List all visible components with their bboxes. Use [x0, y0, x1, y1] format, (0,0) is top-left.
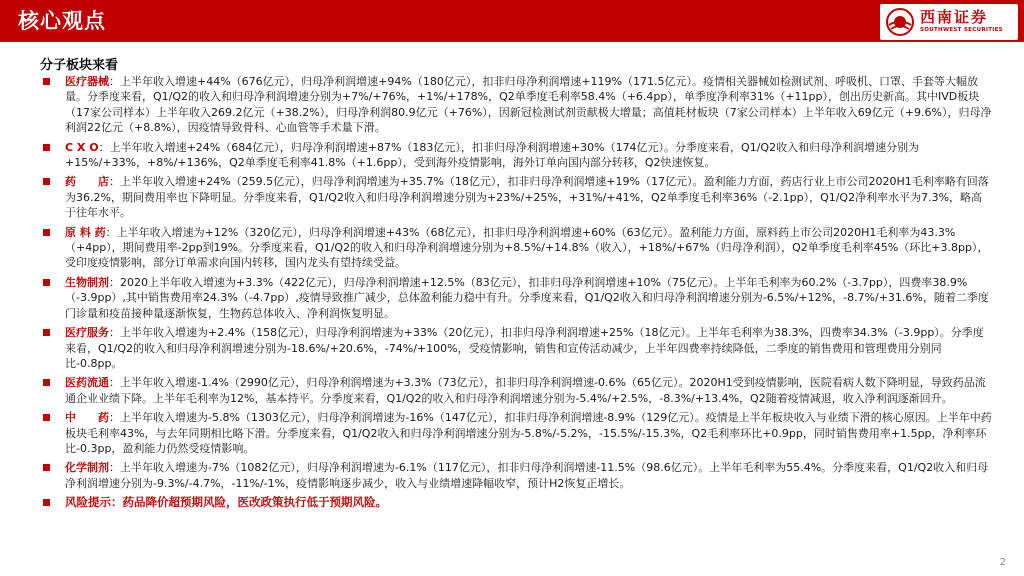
bullet-icon: [43, 414, 50, 421]
bullet-icon: [43, 178, 50, 185]
risk-warning: 风险提示：药品降价超预期风险，医改政策执行低于预期风险。: [65, 495, 387, 510]
list-item-pharmacy: [40, 174, 992, 220]
sector-label: 化学制剂: [65, 461, 109, 475]
logo-emblem-icon: [886, 8, 914, 36]
sector-text: ：上半年收入增速-1.4%（2990亿元），归母净利润增速为+3.3%（73亿元），扣非归母净利润增速-0.6%（65亿元）。2020H1受到疫情影响，医院看病人数下降明显，导致药品流通企业业绩下降。上半年毛利率为12%，基本持平。分季度来看，Q1/Q2的收入和归母净利润增速分别为-5.4%/+2.5%，-8.3%/+13.4%，Q2随着疫情减退，收入净利润逐渐回升。: [65, 376, 986, 405]
sector-text: ：上半年收入增速为+2.4%（158亿元），归母净利润增速为+33%（20亿元），扣非归母净利润增速+25%（18亿元）。上半年毛利率为38.3%，四费率34.3%（-3.9pp）。分季度来看，Q1/Q2的收入和归母净利润增速分别为-18.6%/+20.6%，-74%/+100%，受疫情影响，销售和宣传活动减少，上半年四费率持续降低，二季度的销售费用和管理费用分别同比-0.8pp。: [65, 326, 984, 370]
logo-chinese-text: 西南证券: [920, 8, 989, 26]
sector-label: 医疗器械: [65, 75, 109, 88]
list-item-medical-services: [40, 325, 992, 371]
page-number: 2: [999, 557, 1006, 568]
bullet-icon: [43, 499, 50, 506]
list-item-risk: [40, 495, 992, 510]
sector-label: 药 店: [65, 175, 109, 189]
sector-text: ：上半年收入增速为-5.8%（1303亿元），归母净利润增速为-16%（147亿元），扣非归母净利润增速-8.9%（129亿元）。疫情是上半年板块收入与业绩下滑的核心原因。上半年中药板块毛利率43%，与去年同期相比略下滑。分季度来看，Q1/Q2收入和归母净利润增速分别为-5.8%/-5.2%，-15.5%/-15.3%，Q2毛利率环比+0.9pp，同时销售费用率+1.5pp，净利率环比-0.3pp，盈利能力仍然受疫情影响。: [65, 411, 992, 455]
slide-title: 核心观点: [18, 9, 106, 33]
list-item-biologics: [40, 275, 992, 321]
list-item-medical-devices: [40, 74, 992, 136]
bullet-icon: [43, 229, 50, 236]
sector-list: [40, 74, 992, 515]
bullet-icon: [43, 279, 50, 286]
list-item-distribution: [40, 375, 992, 406]
list-item-cxo: [40, 140, 992, 171]
bullet-icon: [43, 78, 50, 85]
sector-text: ：上半年收入增速+24%（259.5亿元），归母净利润增速为+35.7%（18亿元），扣非归母净利润增速+19%（17亿元）。盈利能力方面，药店行业上市公司2020H1毛利率略有回落为36.2%，期间费用率也下降明显。分季度来看，Q1/Q2收入和归母净利润增速分别为+23%/+25%，+31%/+41%，Q2单季度毛利率36%（-2.1pp），Q1/Q2净利率水平为7.3%，略高于往年水平。: [65, 175, 989, 220]
sector-label: 医药流通: [65, 376, 109, 390]
sector-text: ：上半年收入增速为+12%（320亿元），归母净利润增速+43%（68亿元），扣非归母净利润增速+60%（63亿元）。盈利能力方面，原料药上市公司2020H1毛利率为43.3%（+4pp），期间费用率-2pp到19%。分季度来看，Q1/Q2的收入和归母净利润增速分别为+8.5%/+14.8%（收入），+18%/+67%（归母净利润），Q2单季度毛利率45%（环比+3.8pp），受印度疫情影响，部分订单需求向国内转移，国内龙头有望持续受益。: [65, 225, 989, 270]
section-heading: 分子板块来看: [40, 58, 119, 73]
bullet-icon: [43, 379, 50, 386]
bullet-icon: [43, 464, 50, 471]
sector-label: 中 药: [65, 411, 109, 425]
bullet-icon: [43, 144, 50, 151]
list-item-tcm: [40, 410, 992, 456]
sector-label: 原 料 药: [65, 225, 106, 239]
sector-text: ：2020上半年收入增速为+3.3%（422亿元），归母净利润增速+12.5%（83亿元），扣非归母净利润增速+10%（75亿元）。上半年毛利率为60.2%（-3.7pp），四费率38.9%（-3.9pp）,其中销售费用率24.3%（-4.7pp）,疫情导致推广减少，总体盈利能力稳中有升。分季度来看，Q1/Q2收入和归母净利润增速分别为-6.5%/+12%，-8.7%/+31.6%，随着二季度门诊量和疫苗接种量逐渐恢复，生物药总体收入、净利润恢复明显。: [65, 275, 989, 320]
sector-text: ：上半年收入增速为-7%（1082亿元），归母净利润增速为-6.1%（117亿元），扣非归母净利润增速-11.5%（98.6亿元）。上半年毛利率为55.4%。分季度来看，Q1/Q2收入和归母净利润增速分别为-9.3%/-4.7%，-11%/-1%，疫情影响逐步减少，收入与业绩增速降幅收窄，预计H2恢复正增长。: [65, 461, 989, 490]
sector-text: ：上半年收入增速+24%（684亿元），归母净利润增速+87%（183亿元），扣非归母净利润增速+30%（174亿元）。分季度来看，Q1/Q2收入和归母净利润增速分别为+15%/+33%，+8%/+136%，Q2单季度毛利率41.8%（+1.6pp），受到海外疫情影响，海外订单向国内部分转移，Q2快速恢复。: [65, 140, 920, 170]
list-item-chemical-drugs: [40, 460, 992, 491]
header-bar: [0, 0, 1024, 42]
sector-label: 生物制剂: [65, 275, 109, 289]
bullet-icon: [43, 329, 50, 336]
company-logo: [880, 4, 1018, 40]
logo-english-text: SOUTHWEST SECURITIES: [920, 27, 1003, 33]
sector-label: C X O: [65, 140, 99, 154]
sector-label: 医疗服务: [65, 326, 109, 340]
sector-text: ：上半年收入增速+44%（676亿元），归母净利润增速+94%（180亿元），扣非归母净利润增速+119%（171.5亿元）。疫情相关器械如检测试剂、呼吸机、口罩、手套等大幅放量。分季度来看，Q1/Q2的收入和归母净利润增速分别为+7%/+76%，+1%/+178%，Q2单季度毛利率58.4%（+6.4pp），单季度净利率31%（+11pp），创出历史新高。其中IVD板块（17家公司样本）上半年收入269.2亿元（+38.2%），归母净利润80.9亿元（+76%），因新冠检测试剂贡献极大增量；高值耗材板块（7家公司样本）上半年收入69亿元（+9.6%），归母净利润22亿元（+8.8%），因疫情导致骨科、心血管等手术量下滑。: [65, 75, 992, 135]
list-item-api: [40, 225, 992, 271]
